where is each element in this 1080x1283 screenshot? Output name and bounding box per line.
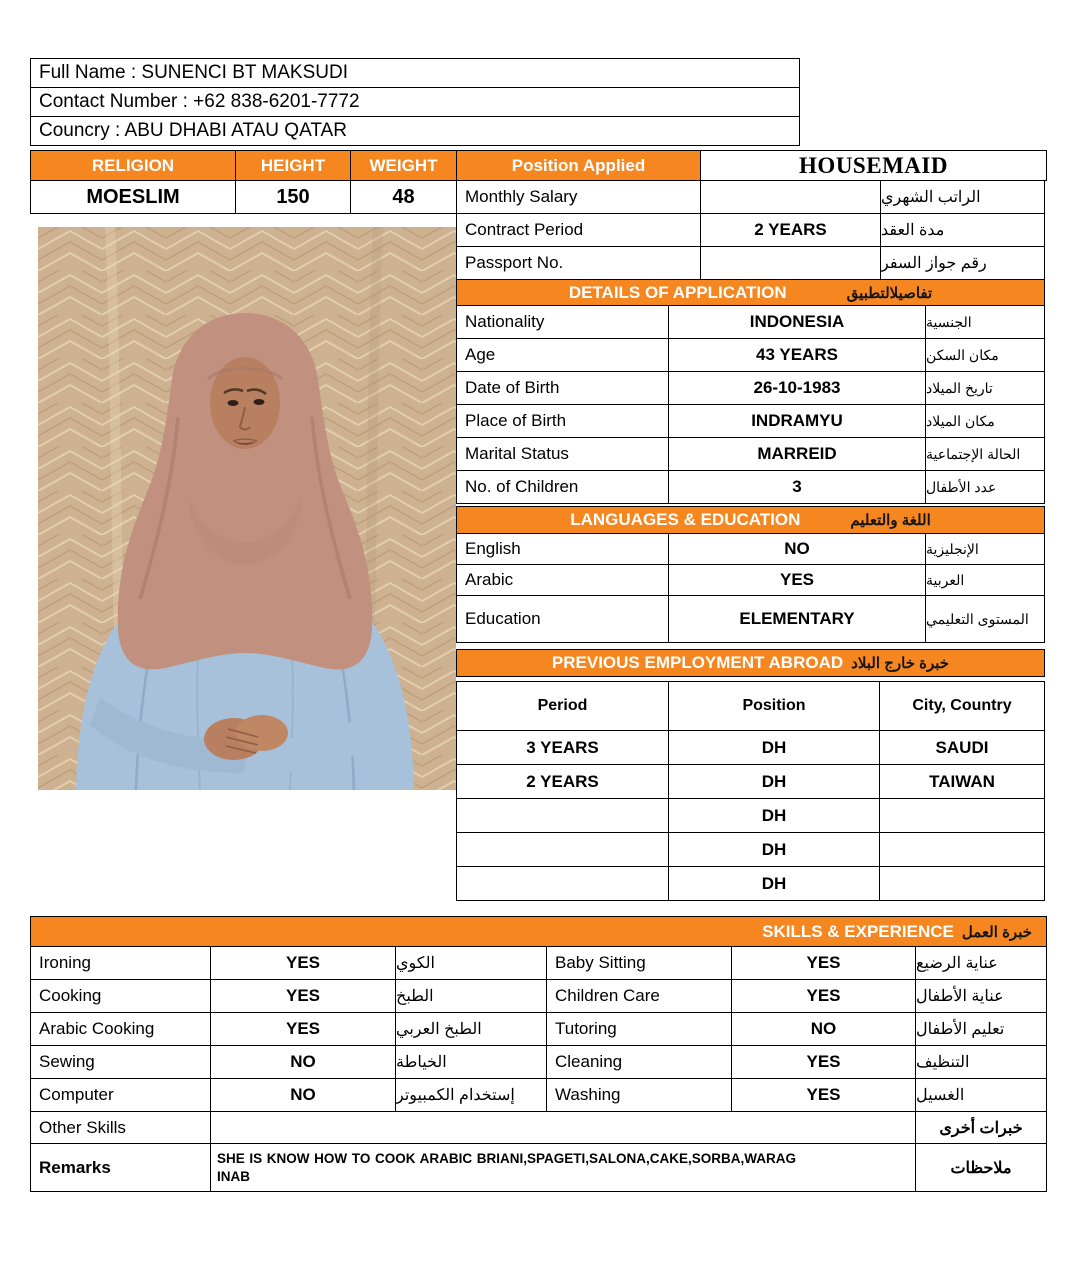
nationality-value: INDONESIA (668, 305, 926, 339)
skills-experience-header (30, 916, 1047, 947)
remarks-text: SHE IS KNOW HOW TO COOK ARABIC BRIANI,SPAGETI,SALONA,CAKE,SORBA,WARAG INAB (217, 1150, 796, 1184)
employment-row (456, 798, 1045, 833)
children-label: No. of Children (456, 470, 669, 504)
skills-title-arabic: خبرة العمل (961, 923, 1032, 941)
employment-city: TAIWAN (879, 764, 1045, 799)
details-title: DETAILS OF APPLICATION (568, 282, 787, 302)
monthly-salary-arabic: الراتب الشهري (880, 180, 1045, 214)
details-title-arabic: تفاصيلالتطبيق (846, 284, 933, 302)
details-of-application-header (456, 279, 1045, 306)
children-care-value: YES (731, 979, 916, 1013)
dob-label: Date of Birth (456, 371, 669, 405)
skills-row (30, 1012, 1047, 1046)
languages-title-arabic: اللغة والتعليم (850, 512, 931, 529)
nationality-arabic: الجنسية (925, 305, 1045, 339)
monthly-salary-label: Monthly Salary (456, 180, 701, 214)
application-table (456, 180, 1045, 901)
employment-title: PREVIOUS EMPLOYMENT ABROAD (551, 653, 844, 672)
remarks-label: Remarks (30, 1143, 211, 1192)
passport-label: Passport No. (456, 246, 701, 280)
contract-period-value: 2 YEARS (700, 213, 881, 247)
age-label: Age (456, 338, 669, 372)
employment-city (879, 832, 1045, 867)
nationality-label: Nationality (456, 305, 669, 339)
other-skills-arabic: خبرات أخرى (915, 1111, 1047, 1144)
country-row: Councry : ABU DHABI ATAU QATAR (30, 116, 800, 146)
education-arabic: المستوى التعليمي (925, 595, 1045, 643)
age-value: 43 YEARS (668, 338, 926, 372)
applicant-photo-illustration (38, 227, 456, 790)
baby-sitting-label: Baby Sitting (546, 946, 732, 980)
english-value: NO (668, 533, 926, 565)
remarks-row (30, 1143, 1047, 1192)
weight-header: WEIGHT (350, 150, 457, 181)
employment-position: DH (668, 730, 880, 765)
employment-period: 2 YEARS (456, 764, 669, 799)
cleaning-value: YES (731, 1045, 916, 1079)
computer-label: Computer (30, 1078, 211, 1112)
detail-row (456, 371, 1045, 405)
language-row (456, 564, 1045, 596)
arabic-label: Arabic (456, 564, 669, 596)
employment-columns-row (456, 681, 1045, 731)
children-care-label: Children Care (546, 979, 732, 1013)
washing-label: Washing (546, 1078, 732, 1112)
dob-value: 26-10-1983 (668, 371, 926, 405)
employment-city: SAUDI (879, 730, 1045, 765)
languages-title: LANGUAGES & EDUCATION (570, 510, 801, 529)
cleaning-arabic: التنظيف (915, 1045, 1047, 1079)
ironing-arabic: الكوي (395, 946, 547, 980)
position-column-header: Position (668, 681, 880, 731)
english-label: English (456, 533, 669, 565)
employment-city (879, 866, 1045, 901)
education-value: ELEMENTARY (668, 595, 926, 643)
employment-row (456, 764, 1045, 799)
religion-value: MOESLIM (30, 180, 236, 214)
weight-value: 48 (350, 180, 457, 214)
detail-row (456, 470, 1045, 504)
employment-title-arabic: خبرة خارج البلاد (851, 655, 950, 672)
monthly-salary-value (700, 180, 881, 214)
skills-row (30, 1078, 1047, 1112)
tutoring-value: NO (731, 1012, 916, 1046)
employment-city (879, 798, 1045, 833)
washing-value: YES (731, 1078, 916, 1112)
other-skills-value (210, 1111, 916, 1144)
cooking-arabic: الطبخ (395, 979, 547, 1013)
other-skills-row (30, 1111, 1047, 1144)
detail-row (456, 404, 1045, 438)
contact-number-row: Contact Number : +62 838-6201-7772 (30, 87, 800, 117)
period-column-header: Period (456, 681, 669, 731)
ironing-label: Ironing (30, 946, 211, 980)
passport-value (700, 246, 881, 280)
detail-row (456, 338, 1045, 372)
birthplace-value: INDRAMYU (668, 404, 926, 438)
cleaning-label: Cleaning (546, 1045, 732, 1079)
marital-status-arabic: الحالة الإجتماعية (925, 437, 1045, 471)
attribute-values-row (30, 180, 457, 214)
employment-row (456, 832, 1045, 867)
contract-period-label: Contract Period (456, 213, 701, 247)
passport-arabic: رقم جواز السفر (880, 246, 1045, 280)
full-name-row: Full Name : SUNENCI BT MAKSUDI (30, 58, 800, 88)
applicant-info-block (30, 58, 800, 146)
children-value: 3 (668, 470, 926, 504)
education-row (456, 595, 1045, 643)
position-value: HOUSEMAID (700, 150, 1047, 181)
tutoring-label: Tutoring (546, 1012, 732, 1046)
cooking-label: Cooking (30, 979, 211, 1013)
ironing-value: YES (210, 946, 396, 980)
employment-period (456, 832, 669, 867)
age-arabic: مكان السكن (925, 338, 1045, 372)
employment-position: DH (668, 798, 880, 833)
city-column-header: City, Country (879, 681, 1045, 731)
marital-status-label: Marital Status (456, 437, 669, 471)
contract-period-arabic: مدة العقد (880, 213, 1045, 247)
employment-period (456, 866, 669, 901)
cooking-value: YES (210, 979, 396, 1013)
skills-row (30, 946, 1047, 980)
employment-row (456, 730, 1045, 765)
height-header: HEIGHT (235, 150, 351, 181)
education-label: Education (456, 595, 669, 643)
sewing-arabic: الخياطة (395, 1045, 547, 1079)
arabic-cooking-value: YES (210, 1012, 396, 1046)
passport-row (456, 246, 1045, 280)
arabic-value: YES (668, 564, 926, 596)
sewing-label: Sewing (30, 1045, 211, 1079)
salary-row (456, 180, 1045, 214)
religion-header: RELIGION (30, 150, 236, 181)
english-arabic: الإنجليزية (925, 533, 1045, 565)
baby-sitting-arabic: عناية الرضيع (915, 946, 1047, 980)
sewing-value: NO (210, 1045, 396, 1079)
children-arabic: عدد الأطفال (925, 470, 1045, 504)
employment-position: DH (668, 764, 880, 799)
other-skills-label: Other Skills (30, 1111, 211, 1144)
children-care-arabic: عناية الأطفال (915, 979, 1047, 1013)
applicant-photo (38, 227, 456, 790)
employment-position: DH (668, 866, 880, 901)
skills-title: SKILLS & EXPERIENCE (762, 921, 954, 941)
employment-position: DH (668, 832, 880, 867)
computer-arabic: إستخدام الكمبيوتر (395, 1078, 547, 1112)
washing-arabic: الغسيل (915, 1078, 1047, 1112)
attribute-header-row (30, 150, 1047, 181)
previous-employment-header (456, 649, 1045, 677)
dob-arabic: تاريخ الميلاد (925, 371, 1045, 405)
detail-row (456, 305, 1045, 339)
arabic-cooking-arabic: الطبخ العربي (395, 1012, 547, 1046)
position-applied-header: Position Applied (456, 150, 701, 181)
arabic-arabic: العربية (925, 564, 1045, 596)
arabic-cooking-label: Arabic Cooking (30, 1012, 211, 1046)
birthplace-arabic: مكان الميلاد (925, 404, 1045, 438)
detail-row (456, 437, 1045, 471)
skills-row (30, 1045, 1047, 1079)
tutoring-arabic: تعليم الأطفال (915, 1012, 1047, 1046)
birthplace-label: Place of Birth (456, 404, 669, 438)
employment-period: 3 YEARS (456, 730, 669, 765)
height-value: 150 (235, 180, 351, 214)
employment-period (456, 798, 669, 833)
baby-sitting-value: YES (731, 946, 916, 980)
computer-value: NO (210, 1078, 396, 1112)
skills-row (30, 979, 1047, 1013)
remarks-value (210, 1143, 916, 1192)
marital-status-value: MARREID (668, 437, 926, 471)
contract-row (456, 213, 1045, 247)
languages-education-header (456, 506, 1045, 534)
employment-row (456, 866, 1045, 901)
remarks-arabic: ملاحظات (915, 1143, 1047, 1192)
skills-section (30, 916, 1047, 1192)
language-row (456, 533, 1045, 565)
